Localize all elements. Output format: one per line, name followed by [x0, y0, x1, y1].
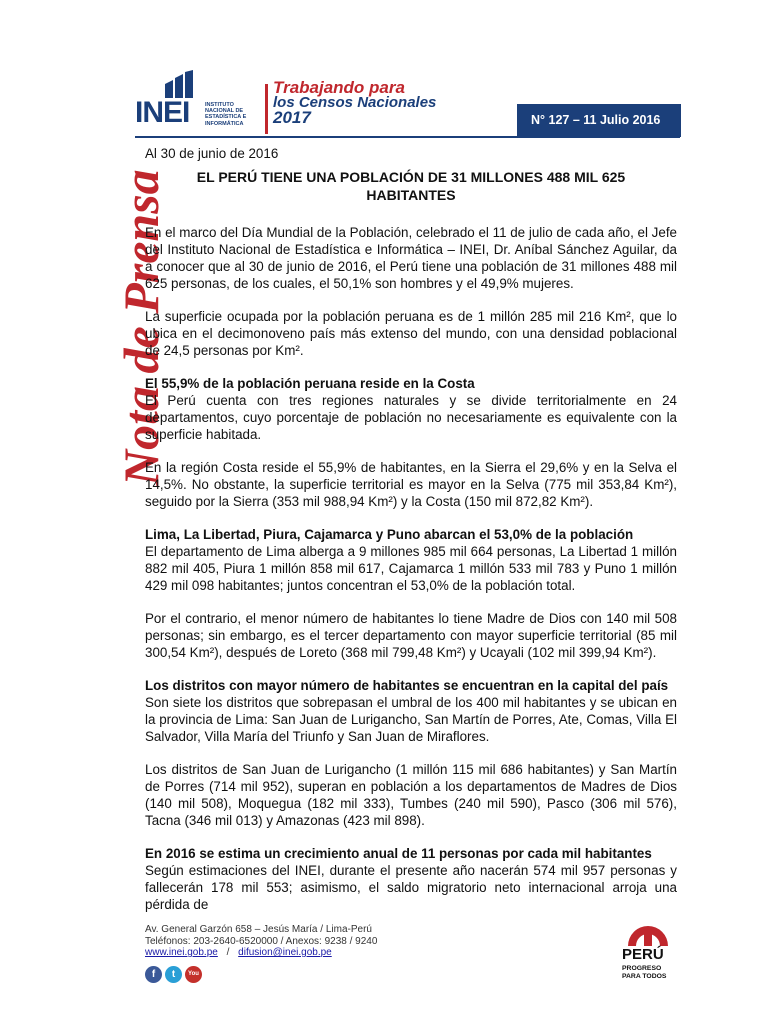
- release-title: EL PERÚ TIENE UNA POBLACIÓN DE 31 MILLONES 488 MIL 625 HABITANTES: [196, 169, 626, 203]
- footer-address: Av. General Garzón 658 – Jesús María / Lima-Perú: [145, 924, 372, 935]
- paragraph: Según estimaciones del INEI, durante el presente año nacerán 574 mil 957 personas y fallecerán 178 mil 553; asimismo, el saldo migratorio neto internacional arroja una pérdida de: [145, 863, 677, 912]
- section-heading-costa: El 55,9% de la población peruana reside en la Costa: [145, 376, 475, 391]
- release-number-badge: N° 127 – 11 Julio 2016: [517, 104, 681, 137]
- header-divider: [135, 136, 680, 138]
- page-header: [135, 62, 695, 140]
- press-release-body: [145, 145, 677, 929]
- paragraph: Son siete los distritos que sobrepasan el umbral de los 400 mil habitantes y se ubican en la provincia de Lima: San Juan de Lurigancho, San Martín de Porres, Ate, Comas, Villa El Salvador, Villa María del Triunfo y San Juan de Miraflores.: [145, 695, 677, 744]
- release-date: Al 30 de junio de 2016: [145, 146, 279, 161]
- inei-logo-subtitle: INSTITUTO NACIONAL DE ESTADÍSTICA E INFORMÁTICA: [205, 102, 247, 127]
- peru-tagline: PROGRESO PARA TODOS: [622, 965, 667, 980]
- facebook-icon[interactable]: f: [145, 966, 162, 983]
- peru-arc-icon: [624, 918, 672, 946]
- inei-logo-text: INEI: [135, 96, 190, 129]
- youtube-icon[interactable]: You: [185, 966, 202, 983]
- peru-brand-logo: [620, 918, 684, 988]
- paragraph: La superficie ocupada por la población peruana es de 1 millón 285 mil 216 Km², que lo ubica en el decimonoveno país más extenso del mundo, con una densidad poblacional de 24,5 personas por Km².: [145, 309, 677, 358]
- section-heading-crecimiento: En 2016 se estima un crecimiento anual de 11 personas por cada mil habitantes: [145, 846, 652, 861]
- paragraph: El departamento de Lima alberga a 9 millones 985 mil 664 personas, La Libertad 1 millón 882 mil 405, Piura 1 millón 858 mil 617, Cajamarca 1 millón 533 mil 783 y Puno 1 millón 429 mil 098 habitantes; juntos concentran el 53,0% de la población total.: [145, 544, 677, 593]
- censos-logo: Trabajando para los Censos Nacionales 2017: [273, 78, 437, 127]
- footer-contact: [145, 924, 377, 959]
- email-link[interactable]: difusion@inei.gob.pe: [238, 947, 332, 958]
- paragraph: En la región Costa reside el 55,9% de habitantes, en la Sierra el 29,6% y en la Selva el 14,5%. No obstante, la superficie territorial es mayor en la Selva (775 mil 353,84 Km²), seguido por la Sierra (353 mil 988,94 Km²) y la Costa (150 mil 872,82 Km²).: [145, 460, 677, 509]
- side-title: Nota de Prensa: [113, 169, 169, 486]
- twitter-icon[interactable]: t: [165, 966, 182, 983]
- censos-accent-bar: [265, 84, 268, 134]
- paragraph: En el marco del Día Mundial de la Población, celebrado el 11 de julio de cada año, el Jefe del Instituto Nacional de Estadística e Informática – INEI, Dr. Aníbal Sánchez Aguilar, da a conocer que al 30 de junio de 2016, el Perú tiene una población de 31 millones 488 mil 625 personas, de los cuales, el 50,1% son hombres y el 49,9% mujeres.: [145, 225, 677, 291]
- paragraph: El Perú cuenta con tres regiones naturales y se divide territorialmente en 24 departamentos, cuyo porcentaje de población no necesariamente es equivalente con la superficie habitada.: [145, 393, 677, 442]
- paragraph: Por el contrario, el menor número de habitantes lo tiene Madre de Dios con 140 mil 508 personas; sin embargo, es el tercer departamento con mayor superficie territorial (85 mil 300,54 Km²), después de Loreto (368 mil 799,48 Km²) y Ucayali (102 mil 399,94 Km²).: [145, 611, 677, 660]
- footer-phones: Teléfonos: 203-2640-6520000 / Anexos: 9238 / 9240: [145, 935, 378, 947]
- section-heading-distritos: Los distritos con mayor número de habitantes se encuentran en la capital del país: [145, 678, 669, 693]
- website-link[interactable]: www.inei.gob.pe: [145, 947, 218, 958]
- section-heading-lima: Lima, La Libertad, Piura, Cajamarca y Puno abarcan el 53,0% de la población: [145, 527, 634, 542]
- footer-separator: /: [226, 947, 230, 958]
- paragraph: Los distritos de San Juan de Lurigancho (1 millón 115 mil 686 habitantes) y San Martín de Porres (714 mil 952), superan en población a los departamentos de Madres de Dios (140 mil 508), Moquegua (182 mil 333), Tumbes (240 mil 590), Pasco (306 mil 576), Tacna (346 mil 013) y Amazonas (423 mil 898).: [145, 762, 677, 828]
- social-links: [145, 966, 202, 983]
- peru-word: PERÚ: [622, 946, 664, 963]
